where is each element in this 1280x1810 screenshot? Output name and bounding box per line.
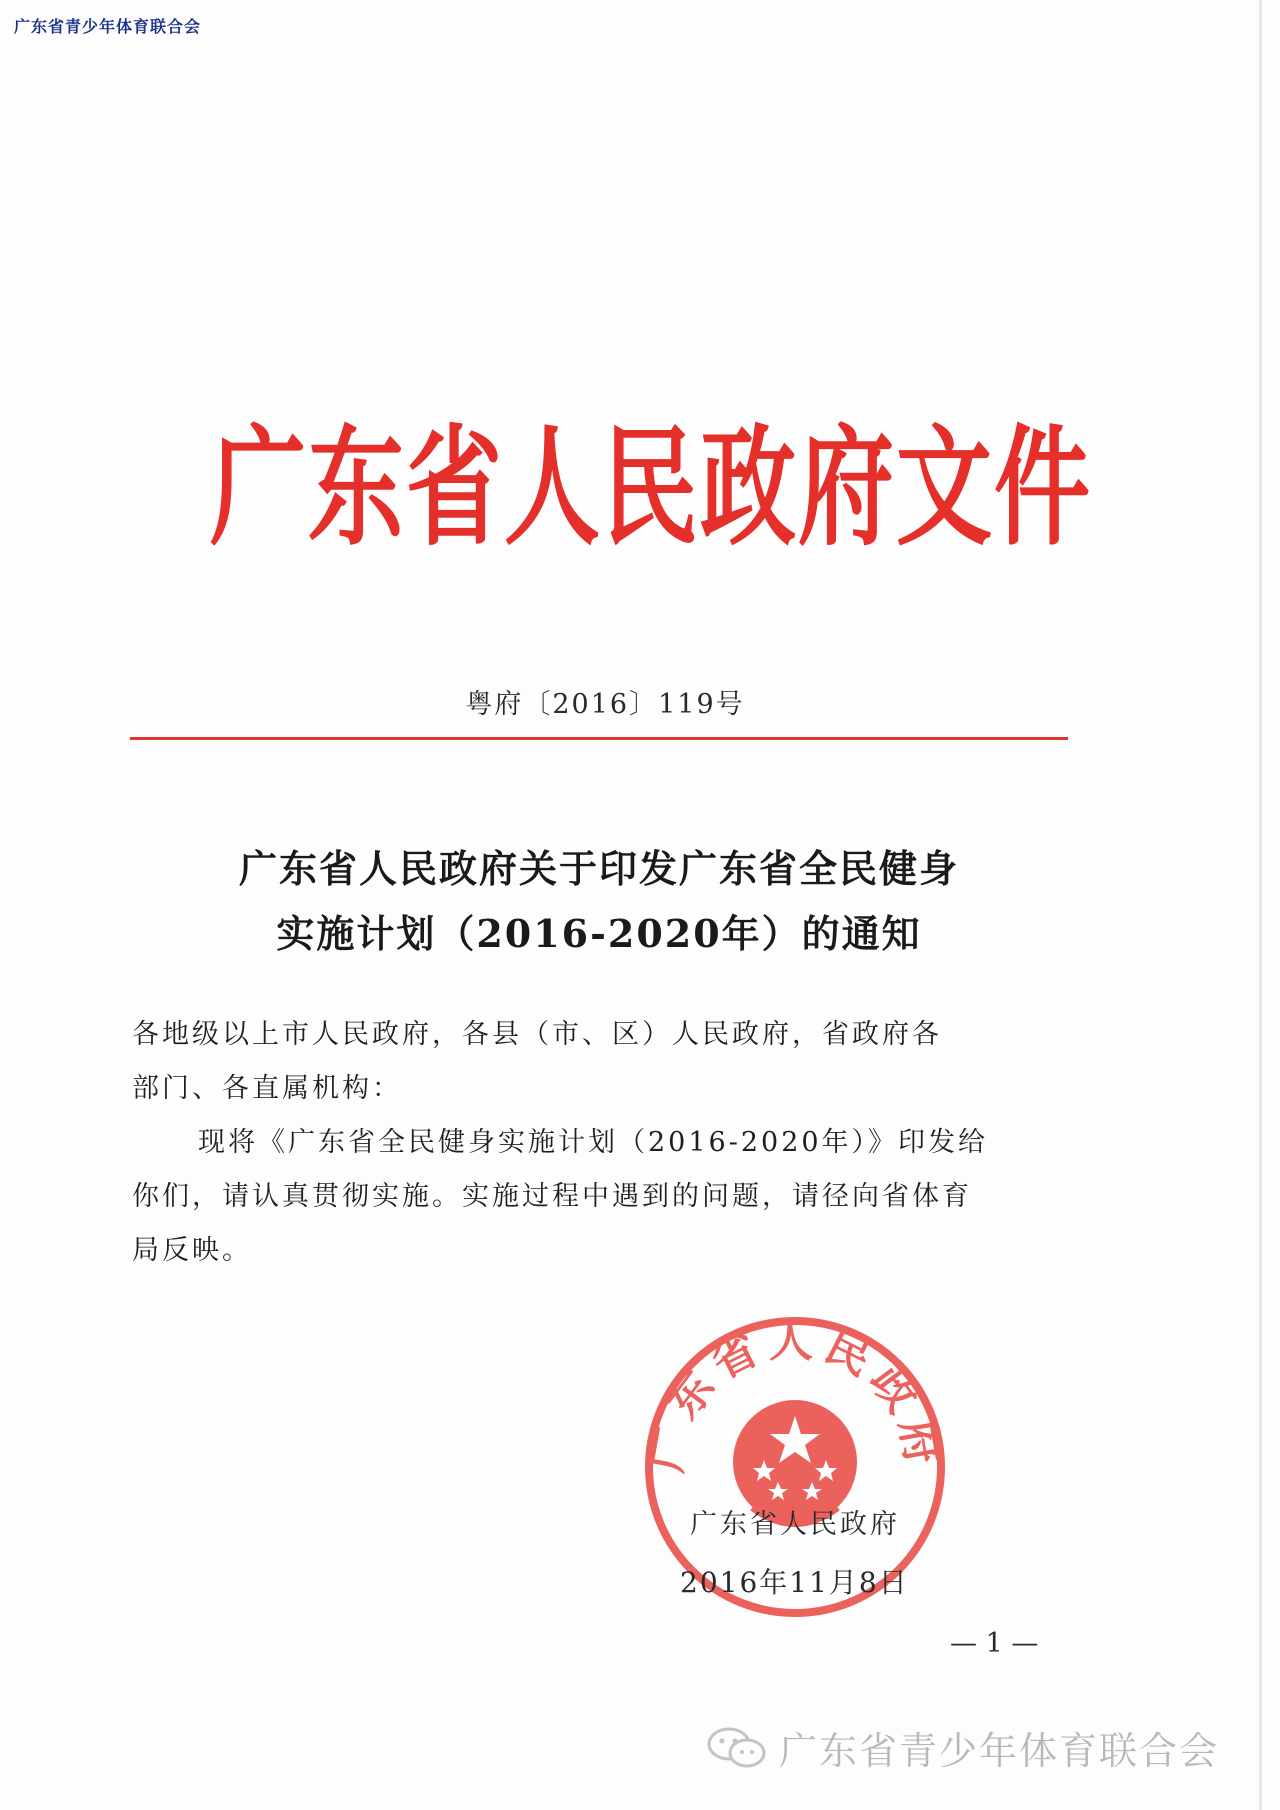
body-line-1: 现将《广东省全民健身实施计划（2016-2020年）》印发给 xyxy=(198,1127,989,1158)
document-number: 粤府〔2016〕119号 xyxy=(465,689,745,720)
wechat-icon xyxy=(705,1725,769,1771)
salutation-line-1: 各地级以上市人民政府，各县（市、区）人民政府，省政府各 xyxy=(132,1019,942,1050)
signatory: 广东省人民政府 xyxy=(690,1509,900,1540)
page-number: — 1 — xyxy=(950,1628,1039,1659)
body-line-3: 局反映。 xyxy=(132,1235,252,1266)
footer-account-name: 广东省青少年体育联合会 xyxy=(779,1729,1220,1773)
issue-date: 2016年11月8日 xyxy=(680,1566,909,1599)
top-watermark: 广东省青少年体育联合会 xyxy=(14,17,202,36)
seal-arc-text: 广东省人民政府 xyxy=(640,1316,950,1476)
body-paragraph xyxy=(132,1116,1072,1278)
title-line-2: 实施计划（2016-2020年）的通知 xyxy=(276,911,922,956)
body-line-2: 你们，请认真贯彻实施。实施过程中遇到的问题，请径向省体育 xyxy=(132,1181,972,1212)
salutation xyxy=(132,1008,1072,1116)
document-masthead: 广东省人民政府文件 xyxy=(210,412,1092,564)
salutation-line-2: 部门、各直属机构： xyxy=(132,1073,402,1104)
page-edge xyxy=(1259,0,1262,1810)
red-divider xyxy=(130,737,1068,740)
footer-watermark xyxy=(705,1720,1219,1775)
title-line-1: 广东省人民政府关于印发广东省全民健身 xyxy=(238,846,959,891)
